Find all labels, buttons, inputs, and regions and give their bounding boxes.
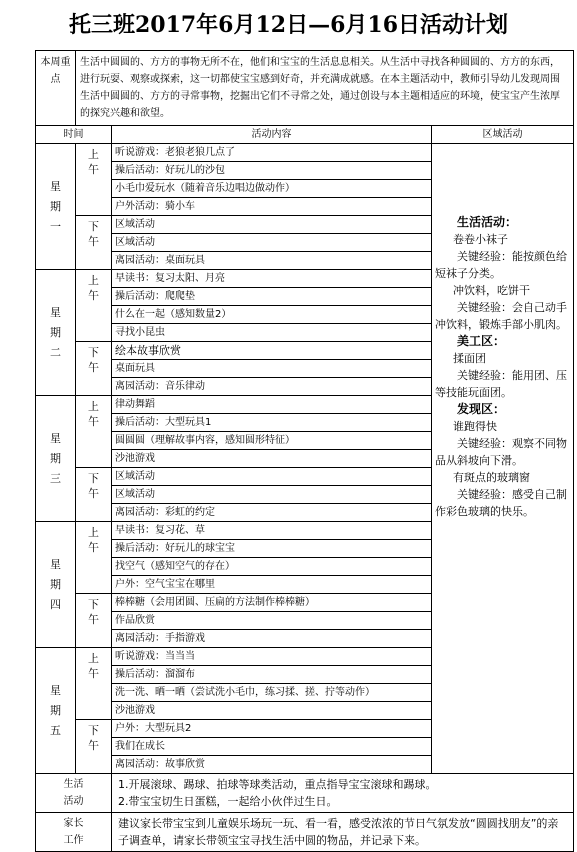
area-item-key: 关键经验：会自己动手冲饮料，锻炼手部小肌肉。 — [435, 301, 567, 331]
half-label-char: 午 — [88, 541, 99, 554]
pm-label — [76, 594, 112, 648]
activity-item: 绘本故事欣赏 — [112, 342, 432, 360]
plan-table — [35, 50, 574, 852]
activity-item: 离园活动：音乐律动 — [112, 378, 432, 396]
focus-label: 本周重点 — [36, 51, 76, 126]
area-heading: 发现区： — [457, 402, 506, 416]
header-time: 时间 — [36, 126, 112, 144]
focus-row — [36, 51, 574, 126]
life-activity-label-part: 活动 — [63, 796, 84, 807]
area-heading: 生活活动： — [457, 215, 518, 229]
half-label-char: 下 — [88, 724, 99, 737]
area-spacer — [435, 148, 570, 214]
parent-work-label-part: 工作 — [63, 835, 84, 846]
day-label-char: 二 — [50, 345, 61, 359]
half-label-char: 午 — [88, 163, 99, 176]
parent-work-row — [36, 813, 574, 852]
day-label — [36, 270, 76, 396]
half-label-char: 午 — [88, 415, 99, 428]
half-label-char: 上 — [88, 400, 99, 413]
life-activity-line: 1.开展滚球、踢球、拍球等球类活动，重点指导宝宝滚球和踢球。 — [118, 778, 437, 791]
activity-item: 区域活动 — [112, 486, 432, 504]
activity-item: 寻找小昆虫 — [112, 324, 432, 342]
area-item-name: 卷卷小袜子 — [453, 233, 508, 246]
half-label-char: 午 — [88, 739, 99, 752]
life-activity-text — [112, 774, 574, 813]
day-label-char: 三 — [50, 471, 61, 485]
activity-item: 离园活动：手指游戏 — [112, 630, 432, 648]
day-label — [36, 522, 76, 648]
half-label-char: 上 — [88, 274, 99, 287]
half-label-char: 午 — [88, 361, 99, 374]
activity-item: 区域活动 — [112, 234, 432, 252]
activity-item: 户外活动：骑小车 — [112, 198, 432, 216]
am-label — [76, 270, 112, 342]
day-label-char: 星 — [50, 431, 61, 445]
half-label-char: 上 — [88, 652, 99, 665]
area-item-name: 冲饮料，吃饼干 — [453, 284, 530, 297]
life-activity-row — [36, 774, 574, 813]
day-label — [36, 396, 76, 522]
area-item-name: 有斑点的玻璃窗 — [453, 471, 530, 484]
header-area: 区域活动 — [432, 126, 574, 144]
activity-item: 沙池游戏 — [112, 702, 432, 720]
activity-item: 操后活动：大型玩具1 — [112, 414, 432, 432]
header-content: 活动内容 — [112, 126, 432, 144]
day-label-char: 期 — [50, 577, 61, 591]
half-label-char: 午 — [88, 289, 99, 302]
half-label-char: 上 — [88, 148, 99, 161]
pm-label — [76, 216, 112, 270]
activity-item: 圆圆圆（理解故事内容，感知圆形特征） — [112, 432, 432, 450]
half-label-char: 午 — [88, 667, 99, 680]
day-label-char: 星 — [50, 305, 61, 319]
life-activity-line: 2.带宝宝切生日蛋糕，一起给小伙伴过生日。 — [118, 795, 338, 808]
activity-item: 听说游戏：老狼老狼几点了 — [112, 144, 432, 162]
area-item-name: 揉面团 — [453, 352, 486, 365]
half-label-char: 下 — [88, 220, 99, 233]
half-label-char: 午 — [88, 613, 99, 626]
am-label — [76, 648, 112, 720]
activity-item: 听说游戏：当当当 — [112, 648, 432, 666]
activity-item: 户外：大型玩具2 — [112, 720, 432, 738]
activity-item: 律动舞蹈 — [112, 396, 432, 414]
activity-item: 作品欣赏 — [112, 612, 432, 630]
half-label-char: 下 — [88, 598, 99, 611]
half-label-char: 午 — [88, 235, 99, 248]
activity-item: 操后活动：好玩儿的沙包 — [112, 162, 432, 180]
day-label-char: 期 — [50, 199, 61, 213]
activity-item: 区域活动 — [112, 468, 432, 486]
area-item-key: 关键经验：观察不同物品从斜坡向下滑。 — [435, 437, 567, 467]
area-item-key: 关键经验：能用团、压等技能玩面团。 — [435, 369, 567, 399]
page-title: 托三班2017年6月12日—6月16日活动计划 — [68, 12, 509, 38]
activity-item: 操后活动：爬爬垫 — [112, 288, 432, 306]
activity-item: 早读书：复习花、草 — [112, 522, 432, 540]
day-label-char: 一 — [50, 219, 61, 233]
am-label — [76, 144, 112, 216]
activity-item: 棒棒糖（会用团圆、压扁的方法制作棒棒糖） — [112, 594, 432, 612]
half-label-char: 上 — [88, 526, 99, 539]
activity-item: 桌面玩具 — [112, 360, 432, 378]
activity-item: 区域活动 — [112, 216, 432, 234]
day-label-char: 期 — [50, 325, 61, 339]
area-heading: 美工区： — [457, 334, 506, 348]
area-item-name: 谁跑得快 — [453, 420, 497, 433]
life-activity-label — [36, 774, 112, 813]
day-label-char: 期 — [50, 451, 61, 465]
activity-item: 小毛巾爱玩水（随着音乐边唱边做动作） — [112, 180, 432, 198]
half-label-char: 下 — [88, 472, 99, 485]
pm-label — [76, 720, 112, 774]
day-label-char: 五 — [50, 723, 61, 737]
activity-item: 我们在成长 — [112, 738, 432, 756]
area-item-key: 关键经验：能按颜色给短袜子分类。 — [435, 250, 567, 280]
half-label-char: 午 — [88, 487, 99, 500]
day-label-char: 星 — [50, 683, 61, 697]
activity-item: 操后活动：好玩儿的球宝宝 — [112, 540, 432, 558]
life-activity-label-part: 生活 — [63, 779, 84, 790]
day-label-char: 星 — [50, 557, 61, 571]
activity-item: 离园活动：桌面玩具 — [112, 252, 432, 270]
activity-item: 找空气（感知空气的存在） — [112, 558, 432, 576]
area-activities — [432, 144, 574, 774]
day-label-char: 期 — [50, 703, 61, 717]
day-label — [36, 648, 76, 774]
activity-item: 操后活动：溜溜布 — [112, 666, 432, 684]
day-label-char: 星 — [50, 179, 61, 193]
activity-item: 洗一洗、晒一晒（尝试洗小毛巾，练习揉、搓、拧等动作） — [112, 684, 432, 702]
day-label — [36, 144, 76, 270]
area-item-key: 关键经验：感受自己制作彩色玻璃的快乐。 — [435, 488, 567, 518]
half-label-char: 下 — [88, 346, 99, 359]
pm-label — [76, 468, 112, 522]
am-label — [76, 396, 112, 468]
am-label — [76, 522, 112, 594]
parent-work-label — [36, 813, 112, 852]
parent-work-text: 建议家长带宝宝到儿童娱乐场玩一玩、看一看，感受浓浓的节日气氛发放“圆圆找朋友”的亲子调查单，请家长带领宝宝寻找生活中圆的物品，并记录下来。 — [112, 813, 574, 852]
activity-item: 什么在一起（感知数量2） — [112, 306, 432, 324]
activity-item: 离园活动：故事欣赏 — [112, 756, 432, 774]
focus-text: 生活中圆圆的、方方的事物无所不在，他们和宝宝的生活息息相关。从生活中寻找各种圆圆的、方方的东西，进行玩耍、观察或探索，这一切都使宝宝感到好奇，并充满成就感。在本主题活动中，教师引导幼儿发现周围生活中圆圆的、方方的寻常事物，挖掘出它们不寻常之处，通过创设与本主题相适应的环境，使宝宝产生浓厚的探究兴趣和欲望。 — [76, 51, 574, 126]
activity-item: 沙池游戏 — [112, 450, 432, 468]
activity-item: 离园活动：彩虹的约定 — [112, 504, 432, 522]
activity-item: 早读书：复习太阳、月亮 — [112, 270, 432, 288]
day-label-char: 四 — [50, 597, 61, 611]
activity-item: 户外：空气宝宝在哪里 — [112, 576, 432, 594]
parent-work-label-part: 家长 — [63, 818, 84, 829]
pm-label — [76, 342, 112, 396]
header-row — [36, 126, 574, 144]
activity-row — [36, 144, 574, 162]
